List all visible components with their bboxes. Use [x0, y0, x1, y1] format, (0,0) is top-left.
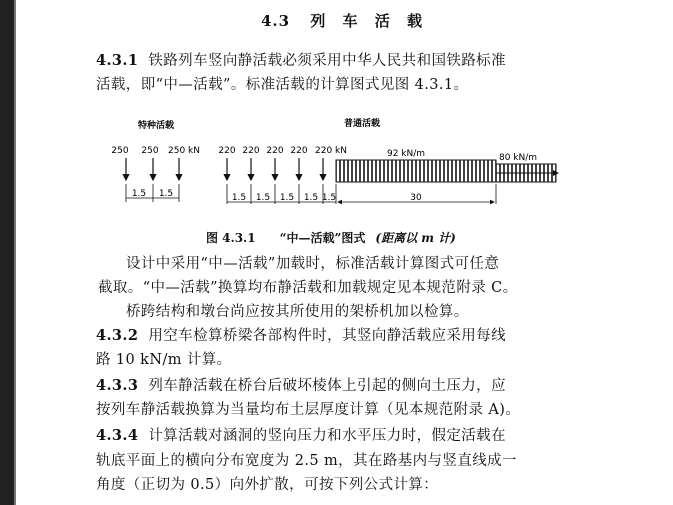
special-load-label: 特种活载	[138, 121, 175, 131]
para-4-3-1-line2: 活载，即“中—活载”。标准活载的计算图式见图 4.3.1。	[96, 77, 469, 93]
figure-caption	[206, 229, 456, 246]
special-load-value: 250 kN	[168, 146, 200, 156]
normal-load-label: 普通活载	[344, 119, 381, 129]
figure-note: (距离以 m 计)	[375, 231, 456, 245]
document-page	[16, 0, 673, 505]
special-load-value: 250	[141, 146, 159, 156]
para-4-3-1-line1	[96, 50, 506, 72]
para-4-3-2-line1	[96, 325, 506, 347]
clause-number: 4.3.2	[96, 327, 139, 344]
figure-title: “中—活载”图式	[279, 231, 366, 245]
normal-spacing: 1.5	[279, 193, 295, 203]
normal-load-value: 220	[266, 146, 284, 156]
normal-spacing: 1.5	[231, 193, 247, 203]
para-4-3-4-line2: 轨底平面上的横向分布宽度为 2.5 m，其在路基内与竖直线成一	[96, 453, 517, 469]
para-4-3-3-line1	[96, 375, 506, 397]
para-4-3-2-line2: 路 10 kN/m 计算。	[96, 352, 232, 368]
para-4-3-3-line2: 按列车静活载换算为当量均布土层厚度计算（见本规范附录 A)。	[96, 402, 521, 418]
clause-number: 4.3.1	[96, 52, 139, 69]
para-4-3-4-line1	[96, 425, 506, 447]
section-number: 4.3	[260, 12, 291, 30]
para-4-3-4-line3: 角度（正切为 0.5）向外扩散，可按下列公式计算：	[96, 477, 439, 493]
section-title	[16, 10, 673, 31]
uniform-load-2-label: 80 kN/m	[498, 153, 538, 163]
clause-number: 4.3.4	[96, 427, 139, 444]
clause-text: 计算活载对涵洞的竖向压力和水平压力时，假定活载在	[148, 428, 506, 444]
page-gutter	[0, 0, 14, 505]
clause-text: 用空车检算桥梁各部构件时，其竖向静活载应采用每线	[148, 328, 506, 344]
span-length: 30	[410, 193, 422, 203]
load-diagram	[106, 118, 586, 218]
uniform-load-1-label: 92 kN/m	[386, 149, 426, 159]
clause-text: 铁路列车竖向静活载必须采用中华人民共和国铁路标准	[148, 53, 506, 69]
normal-spacing: 1.5	[303, 193, 319, 203]
normal-spacing: 1.5	[321, 193, 337, 203]
clause-text: 列车静活载在桥台后破坏棱体上引起的侧向土压力，应	[148, 378, 506, 394]
normal-load-value: 220	[218, 146, 236, 156]
para-cont-line2: 截取。“中—活载”换算均布静活载和加载规定见本规范附录 C。	[98, 280, 518, 296]
normal-load-value: 220	[290, 146, 308, 156]
section-heading: 列 车 活 载	[310, 12, 428, 30]
para-cont-line1: 设计中采用“中—活载”加载时，标准活载计算图式可任意	[126, 256, 500, 272]
special-spacing: 1.5	[158, 189, 174, 199]
normal-load-value: 220 kN	[315, 146, 347, 156]
normal-load-value: 220	[242, 146, 260, 156]
para-cont-line3: 桥跨结构和墩台尚应按其所使用的架桥机加以检算。	[126, 304, 469, 320]
normal-spacing: 1.5	[255, 193, 271, 203]
clause-number: 4.3.3	[96, 377, 139, 394]
special-spacing: 1.5	[131, 189, 147, 199]
uniform-load-92	[336, 160, 496, 182]
figure-number: 图 4.3.1	[206, 231, 256, 245]
special-load-value: 250	[111, 146, 129, 156]
